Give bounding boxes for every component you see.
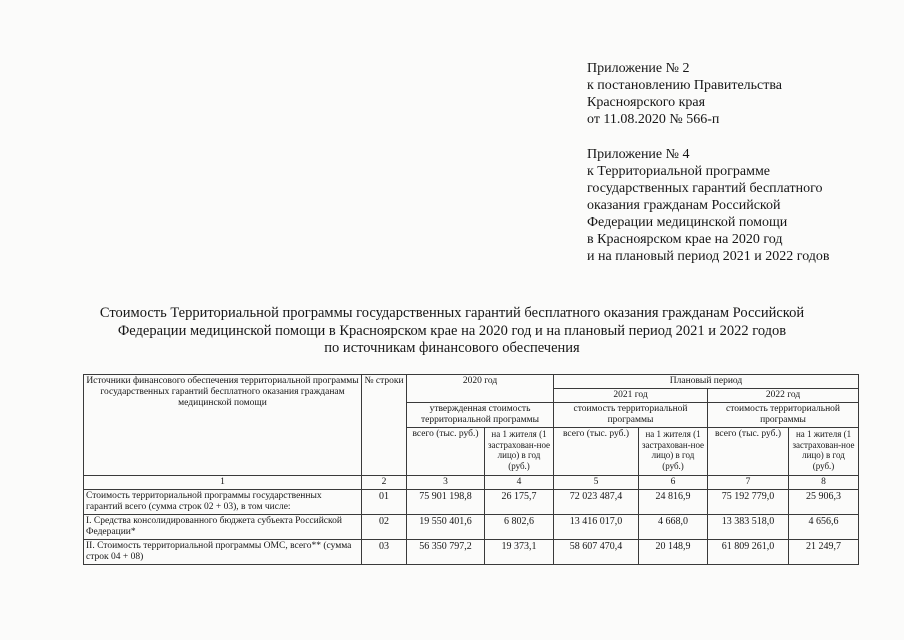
total-2020: 56 350 797,2 <box>407 540 485 565</box>
document-title <box>60 305 844 358</box>
header-line-number: № строки <box>362 375 407 476</box>
header-approved-cost-2020: утвержденная стоимость территориальной программы <box>407 403 554 428</box>
header-total-2020: всего (тыс. руб.) <box>407 428 485 476</box>
column-number-row <box>84 476 859 490</box>
per-capita-2022: 4 656,6 <box>789 515 859 540</box>
header-planned-period: Плановый период <box>554 375 859 389</box>
header-total-2021: всего (тыс. руб.) <box>554 428 639 476</box>
per-capita-2020: 26 175,7 <box>485 490 554 515</box>
total-2022: 75 192 779,0 <box>708 490 789 515</box>
annex-line: к постановлению Правительства <box>587 78 783 93</box>
total-2021: 13 416 017,0 <box>554 515 639 540</box>
header-source: Источники финансового обеспечения территориальной программы государственных гарантий бесплатного оказания гражданам медицинской помощи <box>84 375 362 476</box>
column-number: 6 <box>639 476 708 490</box>
row-name: II. Стоимость территориальной программы ОМС, всего** (сумма строк 04 + 08) <box>84 540 362 565</box>
total-2020: 19 550 401,6 <box>407 515 485 540</box>
annex-line: Федерации медицинской помощи <box>587 215 788 230</box>
title-line: по источникам финансового обеспечения <box>324 340 580 356</box>
annex-line: Приложение № 4 <box>587 147 690 162</box>
annex-line: Приложение № 2 <box>587 61 690 76</box>
header-total-2022: всего (тыс. руб.) <box>708 428 789 476</box>
per-capita-2021: 4 668,0 <box>639 515 708 540</box>
annex-line: в Красноярском крае на 2020 год <box>587 232 783 247</box>
header-per-capita-2021: на 1 жителя (1 застрахован-ное лицо) в год (руб.) <box>639 428 708 476</box>
column-number: 4 <box>485 476 554 490</box>
column-number: 5 <box>554 476 639 490</box>
row-name: Стоимость территориальной программы государственных гарантий всего (сумма строк 02 + 03), в том числе: <box>84 490 362 515</box>
total-2020: 75 901 198,8 <box>407 490 485 515</box>
header-cost-2022: стоимость территориальной программы <box>708 403 859 428</box>
column-number: 7 <box>708 476 789 490</box>
total-2021: 72 023 487,4 <box>554 490 639 515</box>
annex-block-1 <box>587 60 887 128</box>
annex-line: и на плановый период 2021 и 2022 годов <box>587 249 830 264</box>
annex-line: Красноярского края <box>587 95 706 110</box>
column-number: 8 <box>789 476 859 490</box>
row-line-number: 01 <box>362 490 407 515</box>
column-number: 1 <box>84 476 362 490</box>
annex-line: от 11.08.2020 № 566-п <box>587 112 720 127</box>
header-cost-2021: стоимость территориальной программы <box>554 403 708 428</box>
row-line-number: 03 <box>362 540 407 565</box>
annex-line: оказания гражданам Российской <box>587 198 781 213</box>
table-row <box>84 515 859 540</box>
table-row <box>84 490 859 515</box>
financing-table <box>83 374 859 565</box>
row-line-number: 02 <box>362 515 407 540</box>
header-2020: 2020 год <box>407 375 554 403</box>
row-name: I. Средства консолидированного бюджета субъекта Российской Федерации* <box>84 515 362 540</box>
annex-line: к Территориальной программе <box>587 164 771 179</box>
table-row <box>84 540 859 565</box>
per-capita-2022: 21 249,7 <box>789 540 859 565</box>
header-row <box>84 375 859 389</box>
per-capita-2020: 19 373,1 <box>485 540 554 565</box>
column-number: 3 <box>407 476 485 490</box>
column-number: 2 <box>362 476 407 490</box>
annex-block-2 <box>587 146 887 265</box>
header-2022: 2022 год <box>708 389 859 403</box>
title-line: Федерации медицинской помощи в Красноярском крае на 2020 год и на плановый период 2021 и 2022 годов <box>117 322 787 339</box>
annex-line: государственных гарантий бесплатного <box>587 181 823 196</box>
per-capita-2022: 25 906,3 <box>789 490 859 515</box>
total-2021: 58 607 470,4 <box>554 540 639 565</box>
per-capita-2021: 24 816,9 <box>639 490 708 515</box>
total-2022: 61 809 261,0 <box>708 540 789 565</box>
total-2022: 13 383 518,0 <box>708 515 789 540</box>
header-per-capita-2022: на 1 жителя (1 застрахован-ное лицо) в год (руб.) <box>789 428 859 476</box>
title-line: Стоимость Территориальной программы государственных гарантий бесплатного оказания гражданам Российской <box>99 305 805 321</box>
header-2021: 2021 год <box>554 389 708 403</box>
per-capita-2021: 20 148,9 <box>639 540 708 565</box>
header-per-capita-2020: на 1 жителя (1 застрахован-ное лицо) в год (руб.) <box>485 428 554 476</box>
per-capita-2020: 6 802,6 <box>485 515 554 540</box>
